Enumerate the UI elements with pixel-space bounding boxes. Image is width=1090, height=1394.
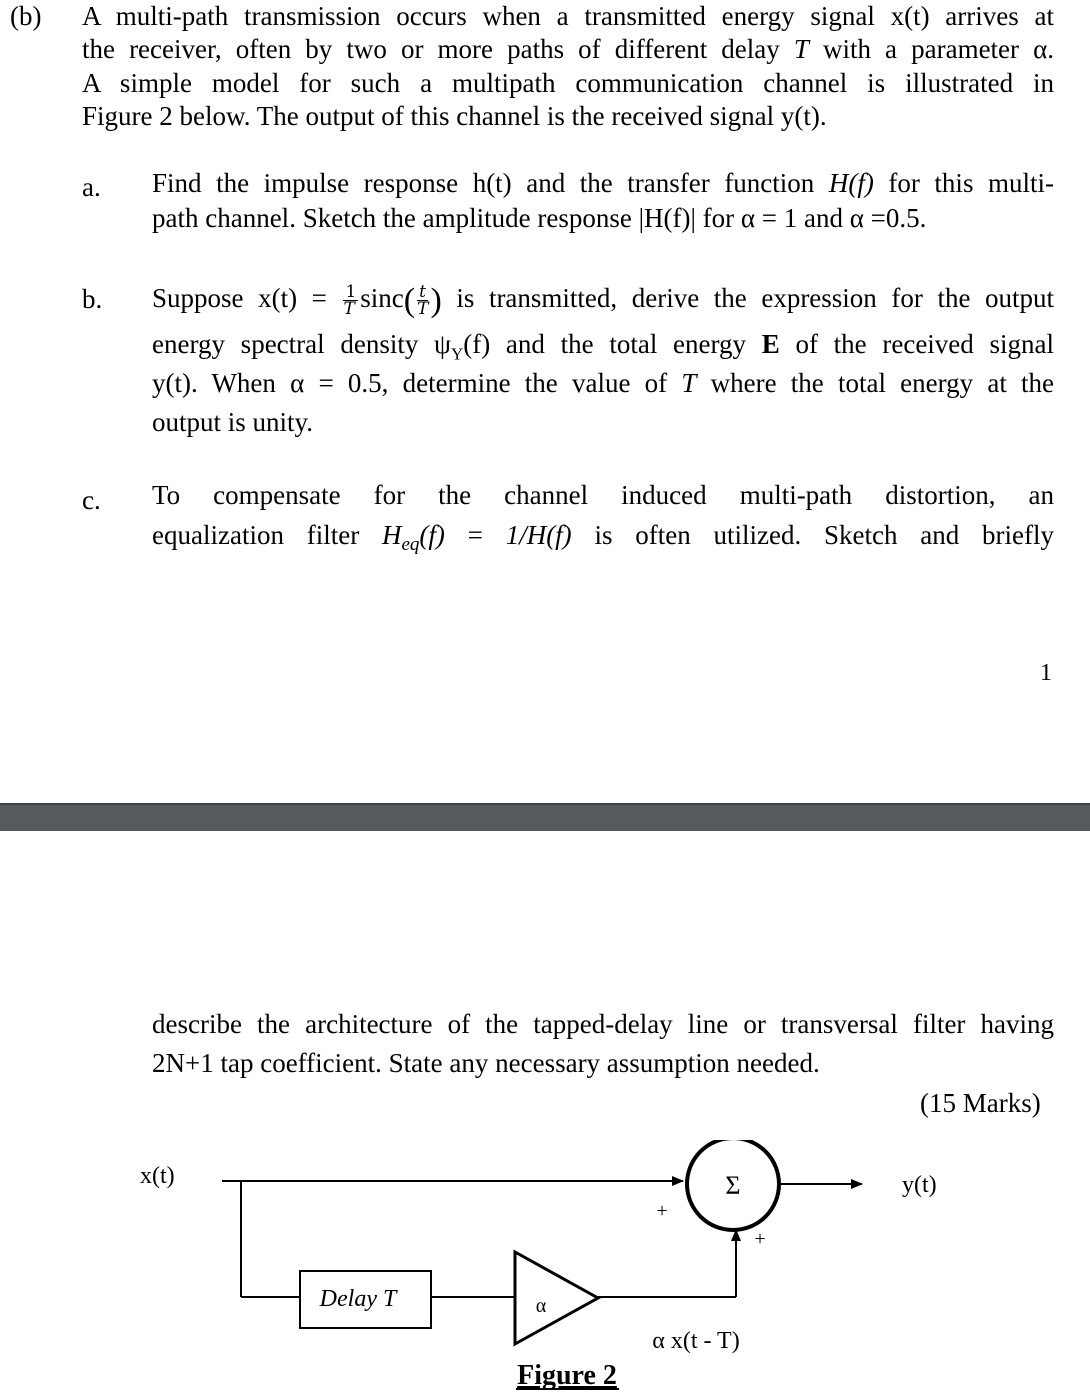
question-b-line-1: Suppose x(t) = $\frac{1}{T}$ sinc( $\frac{t}{T}$ ) is transmitted, derive the expression for the output — [152, 281, 1055, 320]
plus-sign-top-input: + — [656, 1200, 668, 1222]
fraction-1-over-T: $\frac{1}{T}$ — [343, 282, 357, 320]
part-label: (b) — [10, 1, 42, 31]
delayed-signal-label: α x(t - T) — [652, 1328, 740, 1354]
question-c-continued-line-1: describe the architecture of the tapped-delay line or transversal filter having — [152, 1009, 1054, 1039]
gain-amplifier — [515, 1252, 598, 1344]
plus-sign-bottom-input: + — [754, 1228, 766, 1250]
summer-symbol: Σ — [725, 1171, 741, 1200]
input-label: x(t) — [140, 1163, 175, 1189]
question-b-line-3: y(t). When α = 0.5, determine the value of T where the total energy at the — [152, 368, 1055, 398]
page-number: 1 — [1040, 660, 1052, 686]
question-c-line-2: equalization filter $H_{eq}(f) = 1/H(f)$ is often utilized. Sketch and briefly — [152, 520, 1054, 555]
question-b-line-2: energy spectral density $\psi_Y(f)$ and the total energy E of the received signal — [152, 329, 1055, 364]
intro-line-3: A simple model for such a multipath communication channel is illustrated in — [82, 68, 1054, 98]
delay-label: Delay T — [319, 1286, 397, 1312]
question-a-line-2: path channel. Sketch the amplitude response |H(f)| for α = 1 and α =0.5. — [152, 203, 927, 233]
intro-line-4: Figure 2 below. The output of this channel is the received signal y(t). — [82, 101, 827, 131]
question-c-label: c. — [82, 485, 101, 515]
question-a-label: a. — [82, 172, 101, 202]
gain-label: α — [535, 1295, 547, 1317]
question-b-label: b. — [82, 284, 103, 314]
question-c-continued-line-2: 2N+1 tap coefficient. State any necessary assumption needed. — [152, 1048, 820, 1078]
intro-line-2: the receiver, often by two or more paths of different delay T with a parameter α. — [82, 34, 1055, 64]
question-a-line-1: Find the impulse response h(t) and the transfer function H(f) for this multi- — [152, 168, 1054, 198]
marks-label: (15 Marks) — [920, 1088, 1041, 1118]
figure-caption: Figure 2 — [517, 1360, 617, 1391]
intro-line-1: A multi-path transmission occurs when a transmitted energy signal x(t) arrives at — [82, 1, 1054, 31]
output-label: y(t) — [902, 1172, 937, 1198]
page-separator — [0, 803, 1090, 831]
question-c-line-1: To compensate for the channel induced multi-path distortion, an — [152, 480, 1054, 510]
fraction-t-over-T: $\frac{t}{T}$ — [417, 282, 429, 320]
figure-2-diagram — [0, 1140, 1090, 1394]
question-b-line-4: output is unity. — [152, 407, 314, 437]
